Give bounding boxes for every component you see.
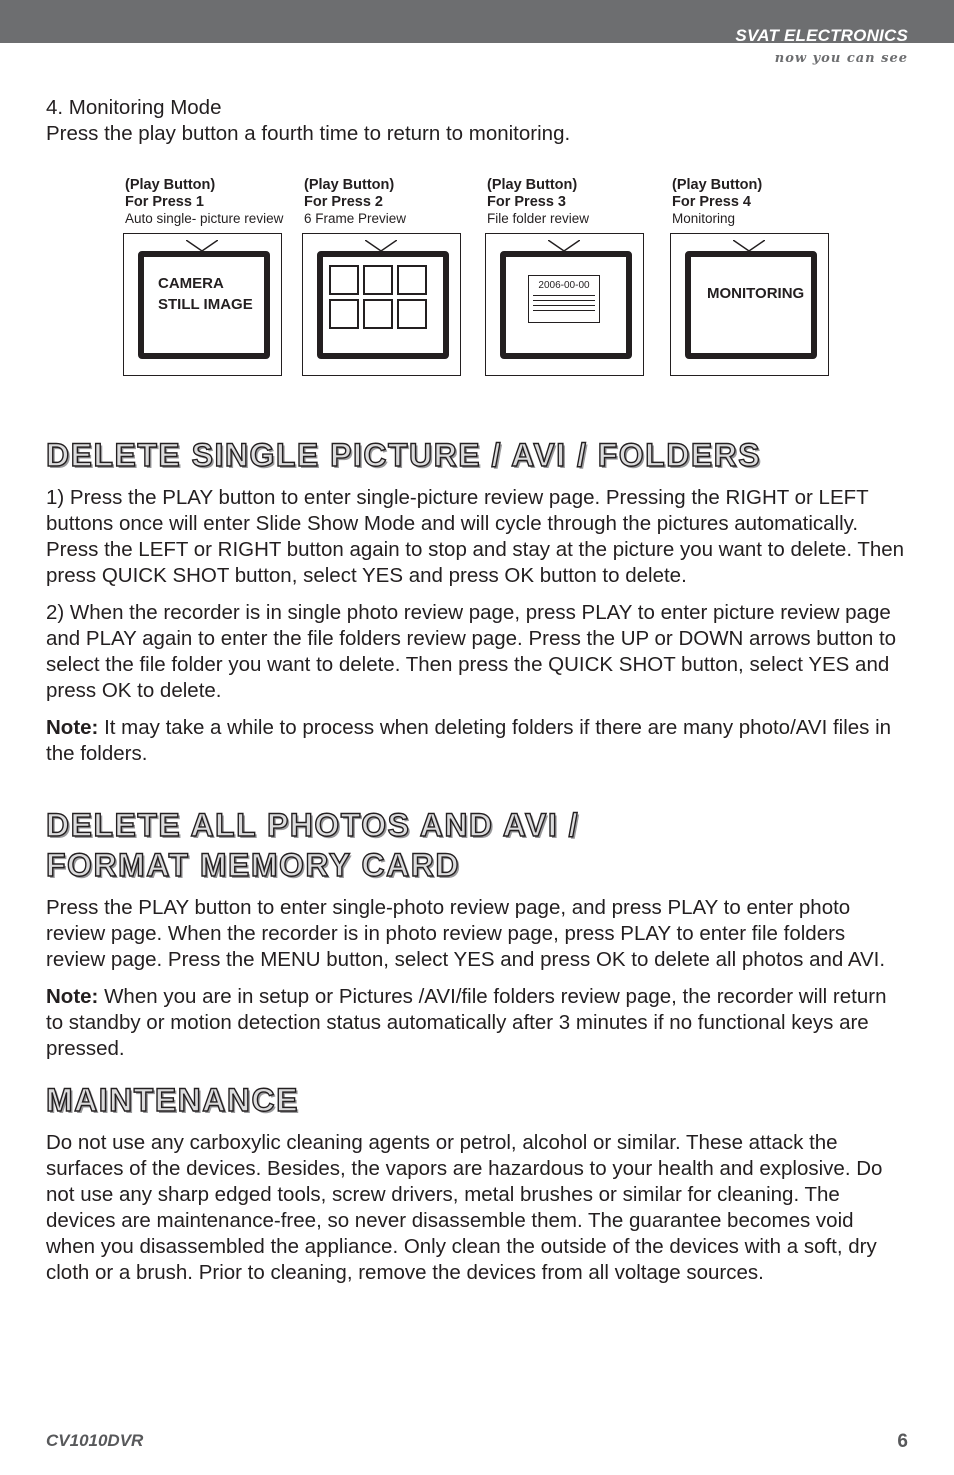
note-label: Note:	[46, 716, 99, 739]
brand-tagline: now you can see	[774, 51, 908, 66]
note-paragraph	[46, 715, 908, 767]
diagram-caption-line1: (Play Button)	[304, 177, 395, 193]
diagram-caption-line3: File folder review	[487, 211, 590, 226]
diagram-press-1	[125, 177, 287, 313]
folder-lines	[533, 295, 595, 315]
monitoring-mode-intro	[46, 95, 908, 147]
section-maintenance	[46, 1080, 908, 1286]
folder-card	[528, 275, 600, 323]
paragraph: Press the PLAY button to enter single-photo review page, and press PLAY to enter photo review page. When the recorder is in photo review page, press PLAY to enter file folders review page. Press the MENU button, select YES and press OK to delete all photos and AVI.	[46, 896, 886, 971]
section-delete-all	[46, 805, 908, 1062]
paragraph: 2) When the recorder is in single photo review page, press PLAY to enter picture review page and PLAY again to enter the file folders review page. Press the UP or DOWN arrows button to select the file folder you want to delete. Then press the QUICK SHOT button, select YES and press OK to delete.	[46, 601, 897, 702]
screen-label-camera: CAMERA	[158, 275, 224, 292]
diagram-caption-line2: For Press 1	[125, 194, 204, 210]
screen-label-still-image: STILL IMAGE	[158, 296, 253, 313]
note-text: When you are in setup or Pictures /AVI/file folders review page, the recorder will return to standby or motion detection status automatically after 3 minutes if no functional keys are pressed.	[46, 985, 887, 1060]
six-frame-grid	[329, 265, 439, 333]
diagram-press-2	[304, 177, 466, 227]
diagram-caption-line1: (Play Button)	[125, 177, 216, 193]
folder-date: 2006-00-00	[538, 280, 590, 291]
frame-thumbnail	[329, 265, 359, 295]
diagram-frame	[485, 233, 644, 376]
footer-model: CV1010DVR	[46, 1431, 144, 1450]
diagram-press-4	[672, 177, 834, 302]
section-title: DELETE SINGLE PICTURE / AVI / FOLDERS	[46, 437, 762, 473]
tv-screen	[317, 251, 449, 359]
frame-thumbnail	[363, 299, 393, 329]
diagram-caption-line3: Auto single- picture review	[125, 211, 284, 226]
frame-thumbnail	[397, 265, 427, 295]
tv-screen	[500, 251, 632, 359]
monitoring-mode-heading: 4. Monitoring Mode	[46, 96, 222, 119]
diagram-frame	[670, 233, 829, 376]
tv-screen	[685, 251, 817, 359]
frame-thumbnail	[363, 265, 393, 295]
frame-thumbnail	[397, 299, 427, 329]
note-text: It may take a while to process when deleting folders if there are many photo/AVI files in the folders.	[46, 716, 892, 765]
diagram-frame	[123, 233, 282, 376]
note-label: Note:	[46, 985, 99, 1008]
brand-name: SVAT ELECTRONICS	[735, 26, 908, 45]
frame-thumbnail	[329, 299, 359, 329]
diagram-caption-line2: For Press 4	[672, 194, 751, 210]
monitoring-mode-text: Press the play button a fourth time to return to monitoring.	[46, 122, 571, 145]
section-delete-single	[46, 435, 908, 767]
diagram-caption-line3: Monitoring	[672, 211, 736, 226]
section-title-line2: FORMAT MEMORY CARD	[46, 847, 460, 883]
section-title: MAINTENANCE	[46, 1082, 299, 1118]
diagram-caption-line1: (Play Button)	[672, 177, 763, 193]
diagram-caption-line3: 6 Frame Preview	[304, 211, 407, 226]
tv-screen	[138, 251, 270, 359]
note-paragraph	[46, 984, 908, 1062]
section-title-line1: DELETE ALL PHOTOS AND AVI /	[46, 807, 579, 843]
page-number: 6	[897, 1431, 908, 1452]
diagram-caption-line2: For Press 3	[487, 194, 566, 210]
paragraph: Do not use any carboxylic cleaning agents or petrol, alcohol or similar. These attack the surfaces of the devices. Besides, the vapors are hazardous to your health and explosive. Do not use any sharp edged tools, screw drivers, metal brushes or similar for cleaning. The devices are maintenance-free, so never disassemble them. The guarantee becomes void when you disassembled the appliance. Only clean the outside of the devices with a soft, dry cloth or a brush. Prior to cleaning, remove the devices from all voltage sources.	[46, 1131, 883, 1284]
play-button-diagrams	[46, 177, 908, 435]
paragraph: 1) Press the PLAY button to enter single-picture review page. Pressing the RIGHT or LEFT buttons once will enter Slide Show Mode and will cycle through the pictures automatically. Press the LEFT or RIGHT button again to stop and stay at the picture you want to delete. Then press QUICK SHOT button, select YES and press OK button to delete.	[46, 486, 905, 587]
screen-label-monitoring: MONITORING	[707, 285, 805, 302]
diagram-frame	[302, 233, 461, 376]
diagram-caption-line1: (Play Button)	[487, 177, 578, 193]
diagram-press-3	[487, 177, 649, 291]
diagram-caption-line2: For Press 2	[304, 194, 383, 210]
page-content	[46, 95, 908, 1297]
